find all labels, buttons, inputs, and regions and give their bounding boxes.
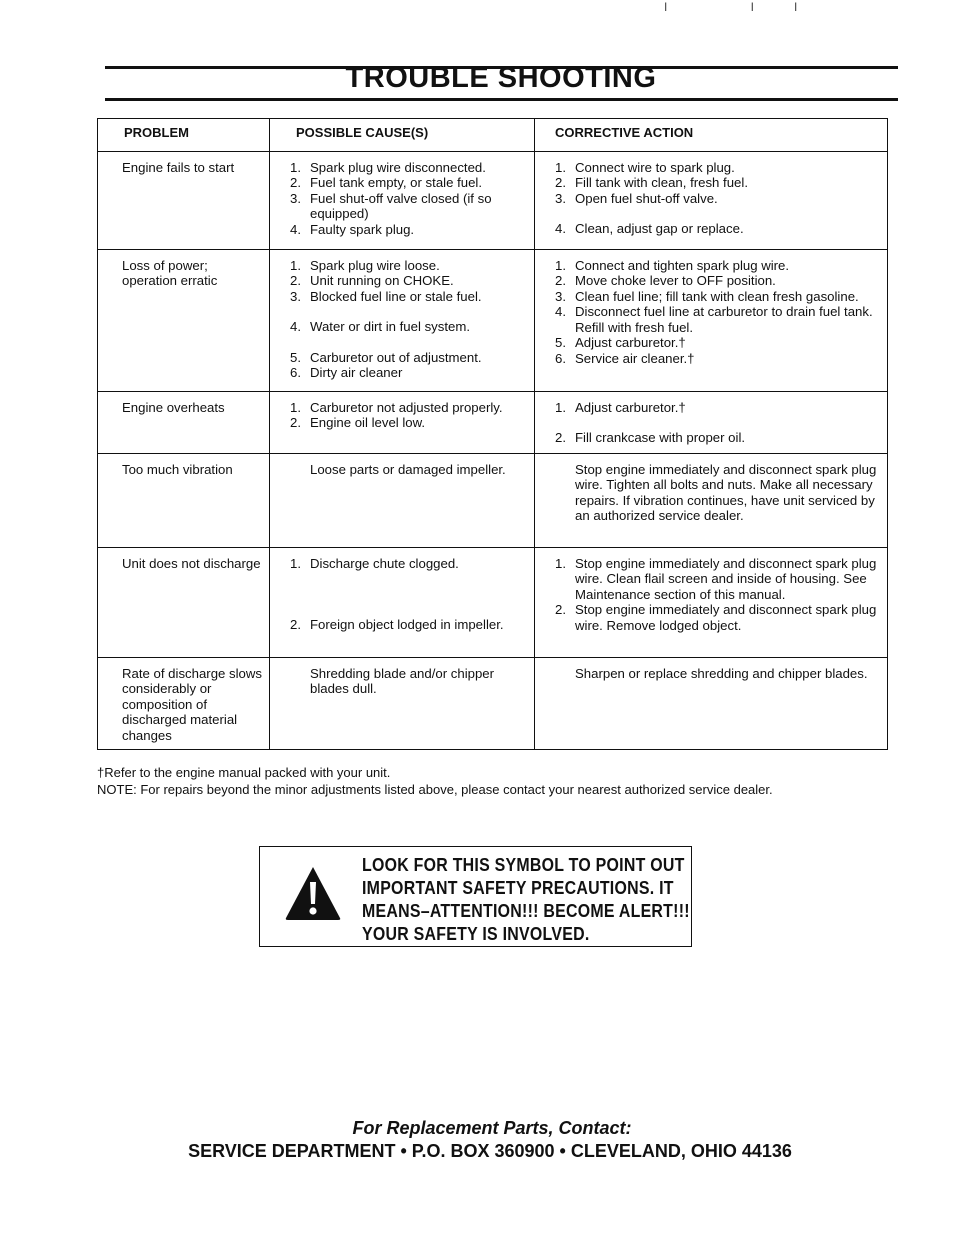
cause-item: 4. Water or dirt in fuel system. [290,319,471,334]
table-row [98,249,888,391]
action-item: 2. Stop engine immediately and disconnect spark plug wire. Remove lodged object. [555,602,877,633]
causes-cell [270,151,535,249]
action-item: 2. Move choke lever to OFF position. [555,273,776,288]
action-item: 6. Service air cleaner.† [555,350,695,366]
warning-line: MEANS–ATTENTION!!! BECOME ALERT!!! [362,900,690,921]
table-row [98,547,888,657]
cause-text: Shredding blade and/or chipper blades dull. [310,665,495,696]
warning-line: YOUR SAFETY IS INVOLVED. [362,923,590,944]
actions-cell [535,249,888,391]
problem-cell: Engine fails to start [98,151,270,249]
action-item: 1. Connect wire to spark plug. [555,159,735,175]
action-text: Sharpen or replace shredding and chipper blades. [575,665,868,681]
cause-item: 1. Carburetor not adjusted properly. [290,399,503,415]
page-marks: I II [664,0,838,14]
action-item: 4. Clean, adjust gap or replace. [555,221,744,236]
cause-item: 3. Blocked fuel line or stale fuel. [290,288,482,304]
contact-heading: For Replacement Parts, Contact: [352,1118,632,1138]
header-action: CORRECTIVE ACTION [535,119,888,152]
cause-item: 5. Carburetor out of adjustment. [290,349,482,365]
action-item: 2. Fill crankcase with proper oil. [555,430,746,445]
cause-item: 2. Unit running on CHOKE. [290,273,454,288]
cause-item: 2. Fuel tank empty, or stale fuel. [290,175,483,190]
causes-cell [270,547,535,657]
actions-cell [535,151,888,249]
cause-item: 4. Faulty spark plug. [290,221,415,237]
header-problem: PROBLEM [98,119,270,152]
cause-item: 2. Foreign object lodged in impeller. [290,617,504,632]
problem-cell: Loss of power; operation erratic [98,249,270,391]
contact-address: SERVICE DEPARTMENT • P.O. BOX 360900 • CLEVELAND, OHIO 44136 [188,1141,792,1161]
table-row [98,657,888,750]
cause-item: 2. Engine oil level low. [290,415,426,430]
trouble-shooting-table [97,118,888,750]
actions-cell [535,547,888,657]
safety-warning-box [259,846,692,947]
cause-text: Loose parts or damaged impeller. [310,461,506,477]
problem-cell: Rate of discharge slows considerably or composition of discharged material changes [98,657,270,750]
cause-item: 1. Discharge chute clogged. [290,555,459,571]
action-item: 1. Connect and tighten spark plug wire. [555,257,790,273]
action-item: 1. Adjust carburetor.† [555,399,686,415]
action-item: 5. Adjust carburetor.† [555,335,686,350]
warning-line: LOOK FOR THIS SYMBOL TO POINT OUT [362,854,685,875]
table-row [98,391,888,453]
cause-item: 3. Fuel shut-off valve closed (if so equipped) [290,190,492,221]
action-item: 1. Stop engine immediately and disconnect spark plug wire. Clean flail screen and inside of housing. See Maintenance section of this manual. [555,555,877,602]
warning-triangle-icon [284,865,342,921]
problem-cell: Too much vibration [98,453,270,547]
actions-cell [535,657,888,750]
problem-cell: Engine overheats [98,391,270,453]
action-text: Stop engine immediately and disconnect spark plug wire. Tighten all bolts and nuts. Make all necessary repairs. If vibration continues, have unit serviced by an authorized service dealer. [575,461,877,523]
table-row [98,453,888,547]
problem-cell: Unit does not discharge [98,547,270,657]
table-header-row [98,119,888,152]
causes-cell [270,657,535,750]
warning-line: IMPORTANT SAFETY PRECAUTIONS. IT [362,877,674,898]
cause-item: 1. Spark plug wire loose. [290,257,440,273]
repair-note: NOTE: For repairs beyond the minor adjustments listed above, please contact your nearest authorized service dealer. [97,782,773,797]
action-item: 3. Open fuel shut-off valve. [555,190,718,206]
footnote: †Refer to the engine manual packed with your unit. [97,765,391,780]
cause-item: 1. Spark plug wire disconnected. [290,159,486,175]
actions-cell [535,391,888,453]
cause-item: 6. Dirty air cleaner [290,365,403,380]
action-item: 4. Disconnect fuel line at carburetor to drain fuel tank. Refill with fresh fuel. [555,304,873,335]
table-row [98,151,888,249]
page-title: TROUBLE SHOOTING [345,62,657,94]
causes-cell [270,249,535,391]
action-item: 2. Fill tank with clean, fresh fuel. [555,175,748,190]
title-rule-bottom [105,98,898,101]
safety-warning-text [362,853,690,945]
causes-cell [270,391,535,453]
header-causes: POSSIBLE CAUSE(S) [270,119,535,152]
action-item: 3. Clean fuel line; fill tank with clean fresh gasoline. [555,288,859,304]
causes-cell [270,453,535,547]
actions-cell [535,453,888,547]
